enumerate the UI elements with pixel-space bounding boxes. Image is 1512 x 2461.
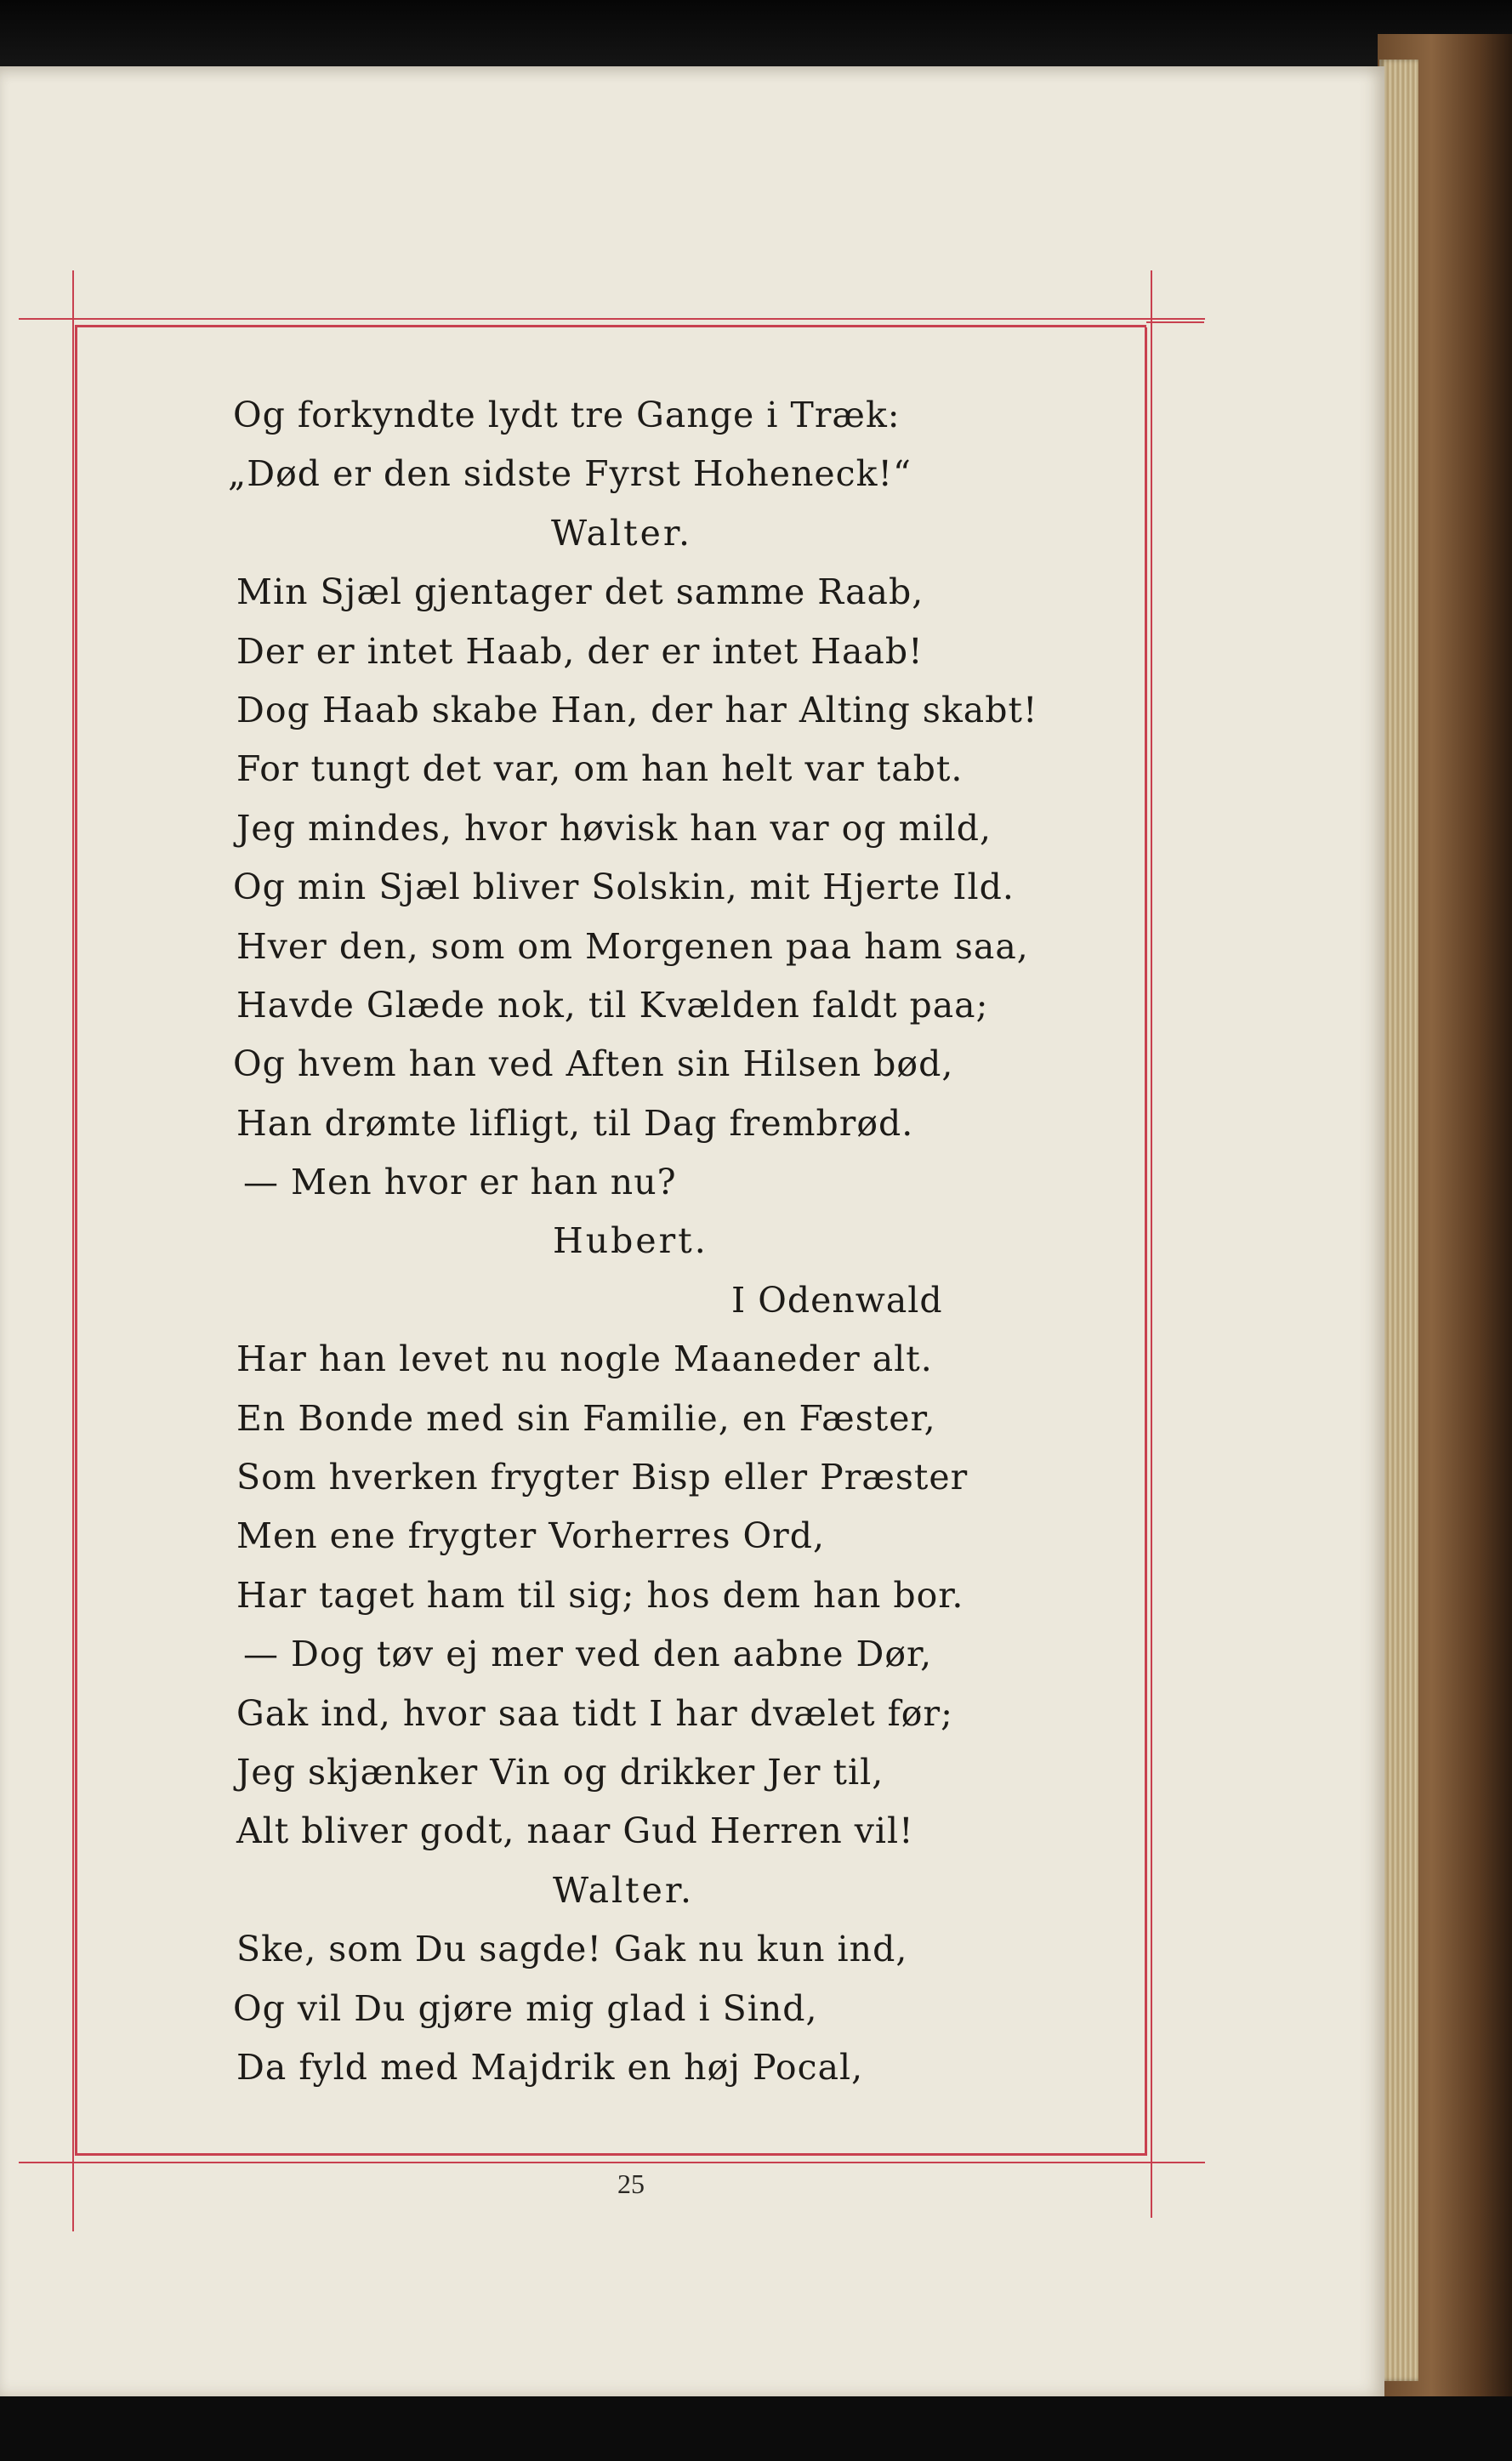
verse-line: Og min Sjæl bliver Solskin, mit Hjerte Ild.	[233, 867, 1015, 908]
verse-line: Men ene frygter Vorherres Ord,	[236, 1515, 826, 1557]
speaker-name: Hubert.	[553, 1220, 708, 1262]
page-block-edges	[1379, 60, 1418, 2381]
frame-rule-top-right-ext	[1146, 321, 1204, 323]
verse-line: Har taget ham til sig; hos dem han bor.	[236, 1574, 964, 1616]
verse-line: Hver den, som om Morgenen paa ham saa,	[236, 925, 1029, 967]
frame-rule-left	[75, 327, 77, 2156]
verse-text	[202, 386, 1104, 2097]
verse-line: Da fyld med Majdrik en høj Pocal,	[236, 2046, 864, 2088]
speaker-name: Walter.	[553, 1869, 695, 1911]
frame-rule-left-outer	[72, 270, 74, 2231]
verse-line: Havde Glæde nok, til Kvælden faldt paa;	[236, 984, 989, 1026]
frame-rule-top-outer	[19, 318, 1205, 320]
verse-line: Har han levet nu nogle Maaneder alt.	[236, 1338, 933, 1380]
frame-rule-bottom-outer	[19, 2162, 1205, 2163]
verse-line: Dog Haab skabe Han, der har Alting skabt!	[236, 689, 1038, 730]
verse-line: For tungt det var, om han helt var tabt.	[236, 748, 963, 790]
verse-line: — Men hvor er han nu?	[243, 1162, 677, 1203]
verse-line: Han drømte lifligt, til Dag frembrød.	[236, 1102, 914, 1144]
verse-line: Og hvem han ved Aften sin Hilsen bød,	[233, 1043, 954, 1085]
verse-line: Ske, som Du sagde! Gak nu kun ind,	[236, 1929, 908, 1970]
frame-rule-right	[1145, 327, 1147, 2156]
verse-line: I Odenwald	[731, 1279, 943, 1321]
page-number: 25	[617, 2168, 645, 2199]
speaker-name: Walter.	[551, 512, 693, 554]
scan-top-edge	[0, 0, 1512, 66]
verse-line: Jeg mindes, hvor høvisk han var og mild,	[236, 807, 992, 849]
verse-line: Som hverken frygter Bisp eller Præster	[236, 1457, 969, 1498]
frame-rule-top	[75, 325, 1146, 327]
verse-line: Min Sjæl gjentager det samme Raab,	[236, 571, 924, 613]
verse-line: Alt bliver godt, naar Gud Herren vil!	[236, 1810, 914, 1852]
verse-line: Jeg skjænker Vin og drikker Jer til,	[236, 1751, 884, 1793]
frame-rule-right-outer	[1151, 270, 1152, 2218]
frame-rule-bottom	[75, 2153, 1146, 2156]
verse-line: „Død er den sidste Fyrst Hoheneck!“	[228, 453, 912, 495]
verse-line: Og forkyndte lydt tre Gange i Træk:	[233, 395, 901, 435]
scan-bottom-edge	[0, 2396, 1512, 2461]
verse-line: En Bonde med sin Familie, en Fæster,	[236, 1397, 936, 1439]
verse-line: Der er intet Haab, der er intet Haab!	[236, 630, 924, 672]
verse-line: Og vil Du gjøre mig glad i Sind,	[233, 1987, 818, 2029]
verse-line: Gak ind, hvor saa tidt I har dvælet før;	[236, 1692, 953, 1734]
verse-line: — Dog tøv ej mer ved den aabne Dør,	[243, 1634, 933, 1675]
